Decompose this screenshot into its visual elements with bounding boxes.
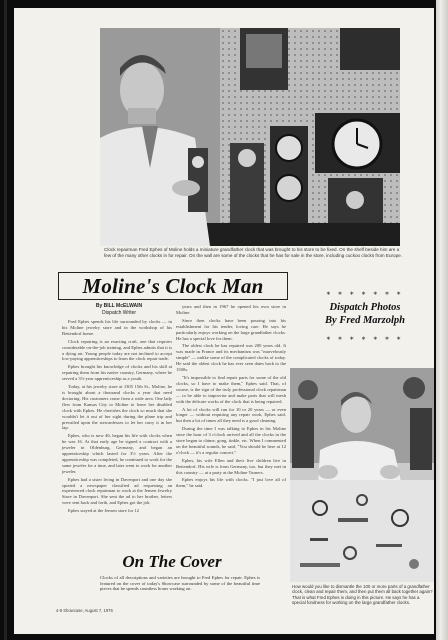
paragraph: Ephes had a sister living in Davenport and one day she spotted a newspaper classified ad requesting an experienced clock repairman to work at the Jensen Jewelry Store in Davenport. She sent the ad to her brother, letters were sent back and forth, and Ephes got the job. bbox=[62, 476, 172, 506]
photo-credit bbox=[308, 301, 422, 327]
article-column-2 bbox=[176, 304, 286, 491]
photo-clock-shop bbox=[100, 28, 400, 246]
paragraph: Fred Ephes spends his life surrounded by clocks — in his Moline jewelry store and in the workshop of his Bettendorf home. bbox=[62, 319, 172, 336]
paragraph: years and then in 1967 he opened his own store in Moline. bbox=[176, 304, 286, 315]
page-right-edge bbox=[436, 0, 448, 640]
paragraph: Ephes enjoys his life with clocks. "I just love all of them," he said. bbox=[176, 477, 286, 489]
paragraph: Ephes stayed at the Jensen store for 12 bbox=[68, 508, 140, 514]
page-folio: 4-8 Showcase, August 7, 1976 bbox=[56, 608, 113, 613]
article-column-1 bbox=[62, 319, 172, 516]
decorative-stars-top: * * * * * * * bbox=[326, 291, 404, 299]
photo-bottom-caption: How would you like to dismantle the 100 or more parts of a grandfather clock, clean and repair them, and then put them all back together again? That is what Fred Ephes is doing in this picture. He says he has a special fondness for working on the large grandfather clocks. bbox=[292, 584, 433, 606]
byline-name: By BILL McELWAIN bbox=[95, 303, 143, 309]
paragraph: During the time I was talking to Ephes in his Moline store the hour of 3 o'clock arrived and all the clocks in the store began to chime, gong, tinkle, etc. When I commented on the beautiful sounds, he said, "You should be here at 12 o'clock — it's a regular concert." bbox=[176, 426, 286, 455]
decorative-stars-bottom: * * * * * * * bbox=[326, 336, 404, 344]
paragraph: The oldest clock he has repaired was 200 years old. It was made in France and its mechanism was "marvelously simple" — unlike some of the complicated clocks of today. He said the oldest clock he has ever seen dates back to the 1500s. bbox=[176, 343, 286, 373]
photo-credit-line1: Dispatch Photos bbox=[329, 302, 401, 313]
cover-text: Clocks of all descriptions and varieties are brought to Fred Ephes for repair. Ephes is featured on the cover of today's Showcase surrounded by some of the beautiful time pieces that he spends countless hours working on. bbox=[100, 575, 260, 592]
paragraph: Today, at his jewelry store at 1305 15th St., Moline, he is brought about a thousand clocks a year that need doctoring. His customers come from a wide area. One lady flew from Kansas City to Moline to leave her disabled clock with Ephes. He cherishes the clock so much that she wouldn't let it out of her sight during the plane trip and prevailed upon the stewardesses to let her carry it in her lap. bbox=[62, 384, 172, 431]
paragraph: "It's impossible to find repair parts for some of the old clocks, so I have to make them," Ephes said. That, of course, is the sign of the truly professional clock repairman — to be able to improvise and make parts that will mesh with the delicate works of the clock that is being repaired. bbox=[176, 374, 286, 404]
article-title: Moline's Clock Man bbox=[82, 273, 264, 298]
cover-heading: On The Cover bbox=[122, 552, 222, 571]
paragraph: A lot of clocks will run for 10 or 20 years — or even longer — without requiring any repair work, Ephes said, but then a lot of times all they need is a good cleaning. bbox=[176, 406, 286, 424]
film-edge-mark bbox=[4, 0, 7, 640]
byline-role: Dispatch Writer bbox=[101, 309, 137, 316]
photo-credit-line2: By Fred Marzolph bbox=[325, 315, 405, 326]
paragraph: Ephes, who is now 46, began his life with clocks when he was 16. At that early age he signed a contract with a jeweler in Oldenburg, Germany, and began an apprenticeship which lasted for 3½ years. After the apprenticeship was completed, he continued to work for the same jeweler for a time, and later went to work for another jeweler. bbox=[62, 433, 172, 474]
paragraph: Ephes brought his knowledge of clocks and his skill at repairing them from his native country, Germany, where he served a 3½-year apprenticeship as a youth. bbox=[62, 364, 172, 382]
paragraph: Ephes, his wife Ellen and their five children live in Bettendorf. His wife is from Germany, too, but they met in this country — at a party at the Moline Turners. bbox=[176, 457, 286, 475]
article-title-box bbox=[58, 272, 288, 300]
byline bbox=[64, 303, 174, 316]
photo-top-caption: Clock repairman Fred Ephes of Moline holds a miniature grandfather clock that was brought to his store to be fixed. On the shelf beside him are a few of the many other clocks in for repair. On the wall are some of the clocks that he has for sale in the store, including cuckoo clocks from Europe. bbox=[104, 247, 402, 258]
paragraph: Since then clocks have been pouring into his establishment for his tender, loving care. He says he particularly enjoys working on the large grandfather clocks. He has a special love for them. bbox=[176, 317, 286, 341]
photo-clock-repair bbox=[290, 368, 434, 582]
paragraph: Clock repairing is an exacting craft, one that requires considerable on-the-job training, and Ephes admits that it is a dying art. Young people today are not inclined to accept low-paying apprenticeships to learn the clock repair trade. bbox=[62, 338, 172, 362]
